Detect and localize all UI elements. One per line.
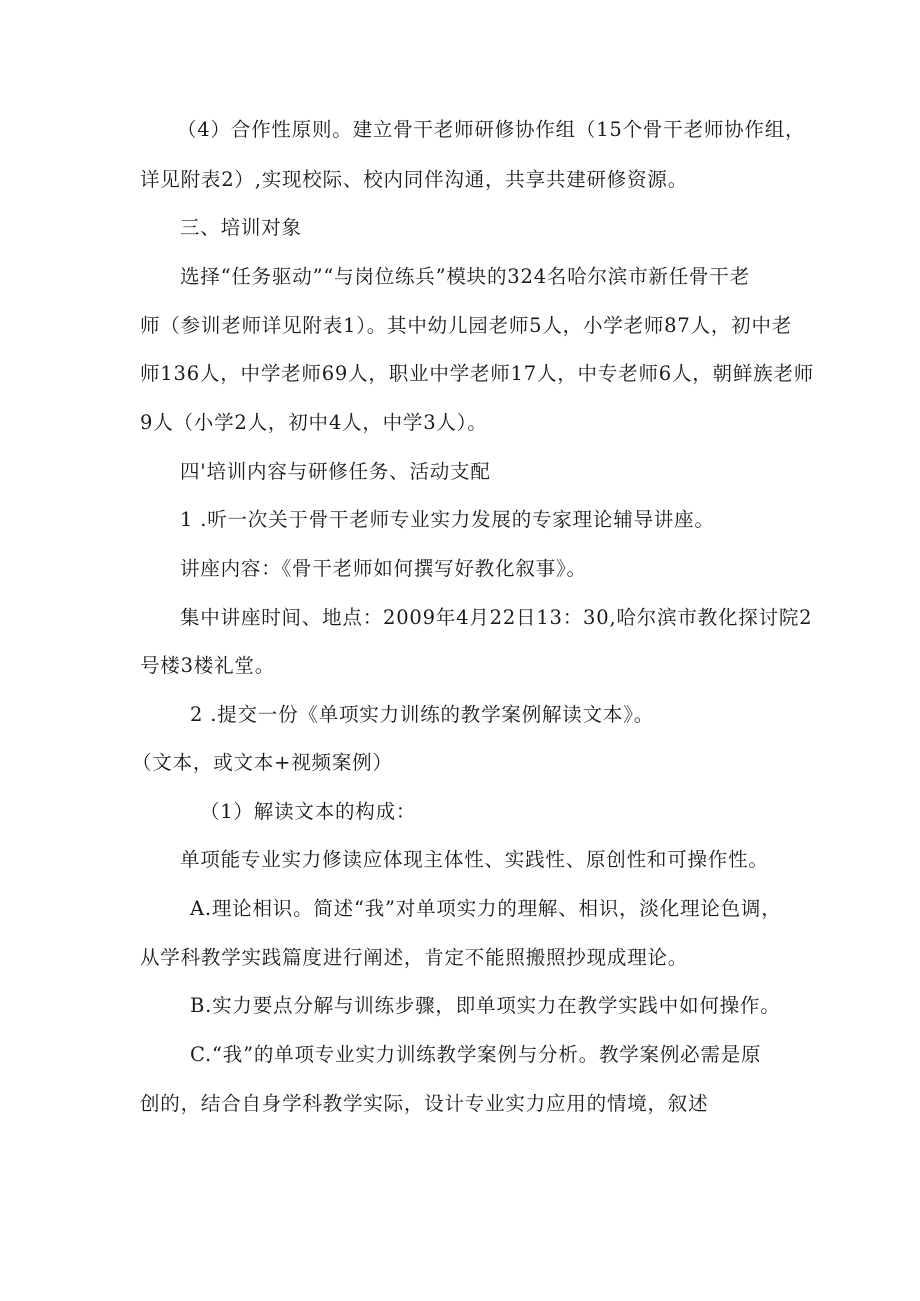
- paragraph-line: 9人（小学2人，初中4人，中学3人）。: [140, 411, 488, 434]
- paragraph-line: A.理论相识。简述“我”对单项实力的理解、相识，淡化理论色调，: [190, 897, 782, 920]
- section-heading: 三、培训对象: [180, 216, 302, 239]
- paragraph-line: 集中讲座时间、地点：2009年4月22日13：30,哈尔滨市教化探讨院2: [180, 606, 813, 629]
- paragraph-line: （1）解读文本的构成：: [200, 800, 417, 823]
- paragraph-line: 创的，结合自身学科教学实际，设计专业实力应用的情境，叙述: [140, 1092, 709, 1115]
- paragraph-line: 从学科教学实践篇度进行阐述，肯定不能照搬照抄现成理论。: [140, 946, 689, 969]
- paragraph-line: 2 .提交一份《单项实力训练的教学案例解读文本》。: [190, 703, 655, 726]
- paragraph-line: 选择“任务驱动”“与岗位练兵”模块的324名哈尔滨市新任骨干老: [180, 265, 750, 288]
- paragraph-line: （文本，或文本+视频案例）: [132, 751, 393, 774]
- paragraph-line: 讲座内容：《骨干老师如何撰写好教化叙事》。: [180, 557, 587, 580]
- paragraph-line: 师136人，中学老师69人，职业中学老师17人，中专老师6人，朝鲜族老师: [140, 362, 815, 385]
- paragraph-line: 详见附表2）,实现校际、校内同伴沟通，共享共建研修资源。: [140, 168, 689, 191]
- paragraph-line: B.实力要点分解与训练步骤，即单项实力在教学实践中如何操作。: [190, 994, 781, 1017]
- paragraph-line: 1 .听一次关于骨干老师专业实力发展的专家理论辅导讲座。: [180, 508, 715, 531]
- paragraph-line: 单项能专业实力修读应体现主体性、实践性、原创性和可操作性。: [180, 848, 769, 871]
- paragraph-line: （4）合作性原则。建立骨干老师研修协作组（15个骨干老师协作组，: [177, 118, 806, 141]
- paragraph-line: 师（参训老师详见附表1）。其中幼儿园老师5人，小学老师87人，初中老: [140, 314, 793, 337]
- paragraph-line: 号楼3楼礼堂。: [140, 654, 276, 677]
- section-heading: 四'培训内容与研修任务、活动支配: [180, 460, 491, 483]
- paragraph-line: C.“我”的单项专业实力训练教学案例与分析。教学案例必需是原: [190, 1043, 762, 1066]
